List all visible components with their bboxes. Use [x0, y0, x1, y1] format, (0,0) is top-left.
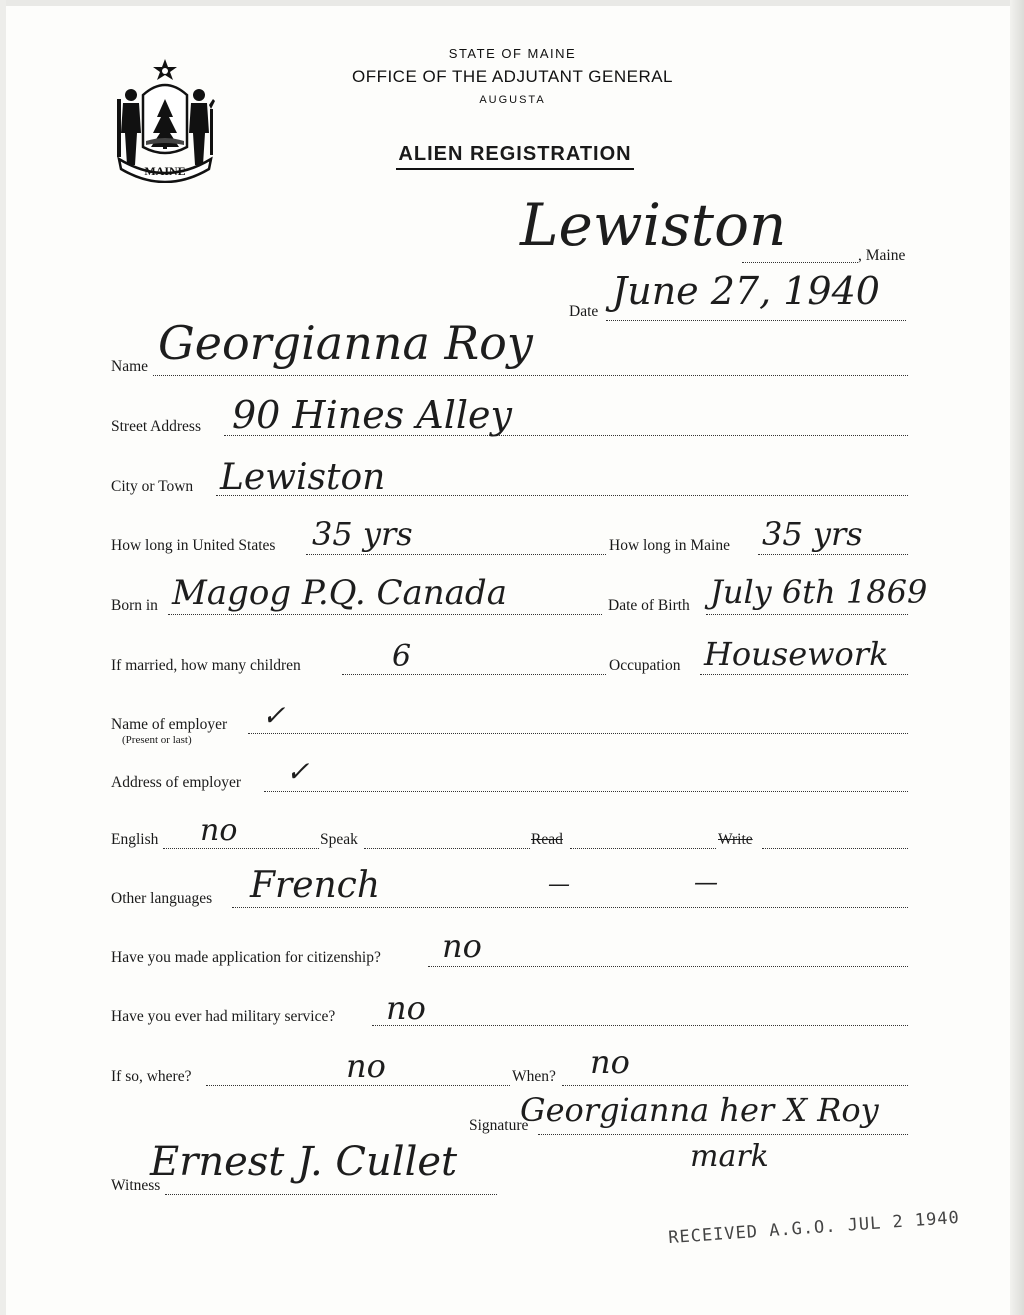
children-entry: 6: [392, 639, 412, 674]
date-entry: June 27, 1940: [612, 269, 880, 313]
other-languages-label: Other languages: [111, 890, 213, 907]
witness-entry: Ernest J. Cullet: [150, 1139, 458, 1185]
born-in-line: [168, 614, 602, 615]
header-office: OFFICE OF THE ADJUTANT GENERAL: [351, 67, 674, 86]
header-state: STATE OF MAINE: [448, 46, 577, 61]
english-line: [163, 848, 319, 849]
form-title-wrap: [0, 143, 1024, 170]
name-line: [153, 375, 908, 376]
where-entry: no: [346, 1047, 386, 1085]
english-entry: no: [200, 813, 238, 848]
citizenship-label: Have you made application for citizenship?: [111, 949, 381, 966]
date-of-birth-entry: July 6th 1869: [710, 573, 928, 611]
signature-label: Signature: [469, 1117, 529, 1134]
when-label: When?: [512, 1068, 556, 1085]
when-line: [562, 1085, 908, 1086]
read-label: Read: [531, 831, 563, 848]
occupation-line: [700, 674, 908, 675]
military-label: Have you ever had military service?: [111, 1008, 336, 1025]
english-label: English: [111, 831, 159, 848]
citizenship-line: [428, 966, 908, 967]
employer-address-entry: ✓: [286, 755, 310, 788]
signature-entry: Georgianna her X Roy: [520, 1091, 879, 1129]
witness-line: [165, 1194, 497, 1195]
born-in-entry: Magog P.Q. Canada: [172, 573, 507, 613]
employer-name-entry: ✓: [262, 699, 286, 732]
scan-edge-right: [1010, 0, 1024, 1315]
street-address-label: Street Address: [111, 418, 201, 435]
town-line: [742, 262, 858, 263]
employer-address-label: Address of employer: [111, 774, 241, 791]
occupation-entry: Housework: [704, 635, 889, 673]
other-languages-line: [232, 907, 908, 908]
date-line: [606, 320, 906, 321]
received-stamp: RECEIVED A.G.O. JUL 2 1940: [667, 1207, 961, 1249]
city-entry: Lewiston: [220, 457, 386, 498]
seal-banner-text: MAINE: [144, 164, 186, 178]
form-title: ALIEN REGISTRATION: [396, 143, 633, 170]
signature-mark: mark: [690, 1139, 769, 1174]
how-long-us-label: How long in United States: [111, 537, 276, 554]
employer-name-label: Name of employer: [111, 716, 228, 733]
where-line: [206, 1085, 510, 1086]
write-line: [762, 848, 908, 849]
scan-edge-left: [0, 0, 6, 1315]
how-long-maine-label: How long in Maine: [609, 537, 730, 554]
maine-label: , Maine: [858, 247, 906, 264]
how-long-maine-line: [758, 554, 908, 555]
children-label: If married, how many children: [111, 657, 301, 674]
read-line: [570, 848, 716, 849]
name-entry: Georgianna Roy: [158, 316, 533, 370]
scan-edge-top: [0, 0, 1024, 6]
town-entry: Lewiston: [520, 191, 787, 259]
name-label: Name: [111, 358, 149, 375]
employer-note: (Present or last): [122, 734, 192, 746]
witness-label: Witness: [111, 1177, 161, 1194]
children-line: [342, 674, 606, 675]
occupation-label: Occupation: [609, 657, 681, 674]
where-label: If so, where?: [111, 1068, 192, 1085]
date-label: Date: [569, 303, 599, 320]
header-city: AUGUSTA: [479, 94, 546, 106]
other-languages-dash-2: —: [694, 868, 718, 896]
born-in-label: Born in: [111, 597, 158, 614]
citizenship-entry: no: [442, 927, 482, 965]
date-of-birth-line: [706, 614, 908, 615]
how-long-maine-entry: 35 yrs: [762, 515, 863, 553]
street-address-entry: 90 Hines Alley: [232, 393, 512, 437]
employer-address-line: [264, 791, 908, 792]
city-label: City or Town: [111, 478, 194, 495]
other-languages-dash-1: —: [548, 872, 570, 897]
how-long-us-entry: 35 yrs: [312, 515, 413, 553]
speak-label: Speak: [320, 831, 358, 848]
other-languages-entry: French: [250, 865, 381, 906]
write-label: Write: [718, 831, 753, 848]
speak-line: [364, 848, 530, 849]
signature-line: [538, 1134, 908, 1135]
how-long-us-line: [306, 554, 606, 555]
employer-name-line: [248, 733, 908, 734]
when-entry: no: [590, 1043, 630, 1081]
date-of-birth-label: Date of Birth: [608, 597, 690, 614]
military-entry: no: [386, 989, 426, 1027]
military-line: [372, 1025, 908, 1026]
